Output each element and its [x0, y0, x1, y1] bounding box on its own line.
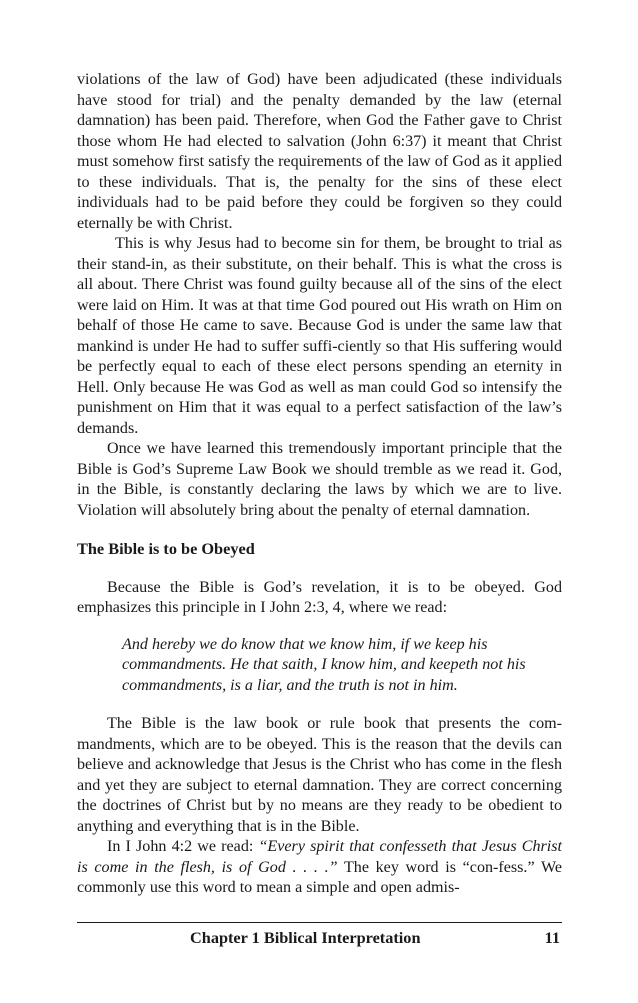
paragraph-continued: violations of the law of God) have been adjudicated (these individuals have stood for trial) and the penalty demanded by the law (eternal damnation) has been paid. Therefore, when God the Father gave to Christ those whom He had elected to salvation (John 6:37) it meant that Christ must somehow first satisfy the requirements of the law of God as it applied to these individuals. That is, the penalty for the sins of these elect individuals had to be paid before they could be forgiven so they could eternally be with Christ. [77, 71, 562, 232]
paragraph-rule-book: The Bible is the law book or rule book that presents the com-mandments, which are to be obeyed. This is the reason that the devils can believe and acknowledge that Jesus is the Christ who has come in the flesh and yet they are subject to eternal damnation. They are correct concerning the doctrines of Christ but by no means are they ready to be obedient to anything and everything that is in the Bible. [77, 715, 562, 835]
confess-text-start: In I John 4:2 we read: [107, 838, 259, 855]
paragraph-substitution: This is why Jesus had to become sin for them, be brought to trial as their stand-in, as their substitute, on their behalf. This is what the cross is all about. There Christ was found guilty because all of the sins of the elect were laid on Him. It was at that time God poured out His wrath on Him on behalf of those He came to save. Because God is under the same law that mankind is under He had to suffer suffi-ciently so that His suffering would be perfectly equal to each of these elect persons spending an eternity in Hell. Only because He was God as well as man could God so intensify the punishment on Him that it was equal to a perfect satisfaction of the law’s demands. [77, 235, 562, 437]
confess-text-end: The key word is “con-fess.” We commonly use this word to mean a simple and open admis- [77, 858, 563, 896]
page-number: 11 [544, 928, 560, 947]
page-body [77, 70, 562, 899]
footer-rule [77, 922, 562, 923]
section-heading: The Bible is to be Obeyed [77, 539, 255, 558]
scripture-quote: And hereby we do know that we know him, if we keep his commandments. He that saith, I know him, and keepeth not his commandments, is a liar, and the truth is not in him. [122, 635, 526, 694]
chapter-title: Chapter 1 Biblical Interpretation [190, 928, 421, 947]
paragraph-law-book: Once we have learned this tremendously important principle that the Bible is God’s Supreme Law Book we should tremble as we read it. God, in the Bible, is constantly declaring the laws by which we are to live. Violation will absolutely bring about the penalty of eternal damnation. [77, 440, 562, 519]
paragraph-confess [77, 837, 562, 899]
page-footer [77, 927, 562, 949]
confess-scripture-quote: “Every spirit that confesseth that Jesus Christ is come in the flesh, is of God . . . .” [77, 838, 562, 876]
paragraph-obey-intro: Because the Bible is God’s revelation, it is to be obeyed. God emphasizes this principle in I John 2:3, 4, where we read: [77, 578, 562, 616]
